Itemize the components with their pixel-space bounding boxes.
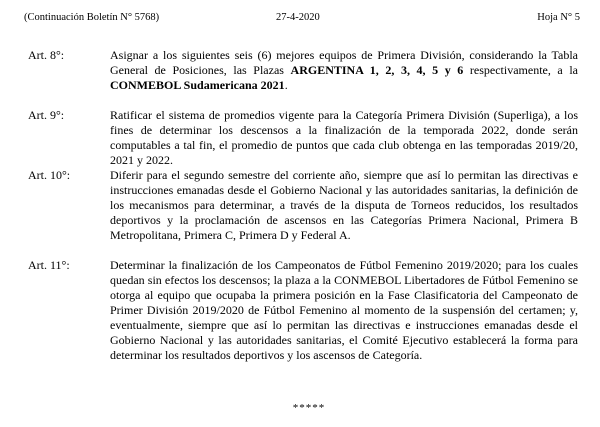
article-text-bold: ARGENTINA 1, 2, 3, 4, 5 y 6 bbox=[290, 63, 464, 77]
article-label: Art. 8°: bbox=[28, 48, 65, 62]
end-mark: ***** bbox=[292, 402, 326, 414]
sheet-number: Hoja N° 5 bbox=[537, 12, 580, 23]
article-label: Art. 11°: bbox=[28, 258, 70, 272]
bulletin-date: 27-4-2020 bbox=[276, 12, 320, 23]
article-text: Diferir para el segundo semestre del corriente año, siempre que así lo permitan las directivas e instrucciones emanadas desde el Gobierno Nacional y las autoridades sanitarias, la definición de los mecanismos para determinar, a través de la disputa de Torneos reducidos, los resultados deportivos y la proclamación de ascensos en las Categorías Primera Nacional, Primera B Metropolitana, Primera C, Primera D y Federal A. bbox=[110, 168, 578, 242]
article-text: . bbox=[284, 78, 288, 92]
article-11 bbox=[28, 258, 578, 363]
article-10 bbox=[28, 168, 578, 243]
article-text: Determinar la finalización de los Campeonatos de Fútbol Femenino 2019/2020; para los cuales quedan sin efectos los descensos; la plaza a la CONMEBOL Libertadores de Fútbol Femenino se otorga al equipo que ocupaba la primera posición en la Fase Clasificatoria del Campeonato de Primer División 2019/2020 de Fútbol Femenino al momento de la suspensión del certamen; y, eventualmente, siempre que así lo permitan las directivas e instrucciones emanadas desde el Gobierno Nacional y las autoridades sanitarias, el Comité Ejecutivo establecerá la forma para determinar los resultados deportivos y los ascensos de Categoría. bbox=[110, 258, 578, 362]
article-text: Asignar a los siguientes seis (6) mejores equipos de Primera División, considerando la Tabla General de Posiciones, las Plazas bbox=[110, 48, 578, 77]
article-body bbox=[110, 258, 578, 363]
article-label: Art. 10°: bbox=[28, 168, 71, 182]
article-body bbox=[110, 48, 578, 93]
bulletin-continuation: (Continuación Boletín N° 5768) bbox=[24, 12, 160, 23]
article-text: respectivamente, a la bbox=[463, 63, 579, 77]
article-9 bbox=[28, 108, 578, 168]
article-body bbox=[110, 168, 578, 243]
article-text: Ratificar el sistema de promedios vigente para la Categoría Primera División (Superliga), a los fines de determinar los descensos a la finalización de la temporada 2022, donde serán computables a tal fin, el promedio de puntos que cada club obtenga en las temporadas 2019/20, 2021 y 2022. bbox=[110, 108, 578, 167]
article-8 bbox=[28, 48, 578, 93]
article-label: Art. 9°: bbox=[28, 108, 65, 122]
page-header bbox=[24, 12, 580, 28]
article-text-bold: CONMEBOL Sudamericana 2021 bbox=[110, 78, 285, 92]
article-body bbox=[110, 108, 578, 168]
